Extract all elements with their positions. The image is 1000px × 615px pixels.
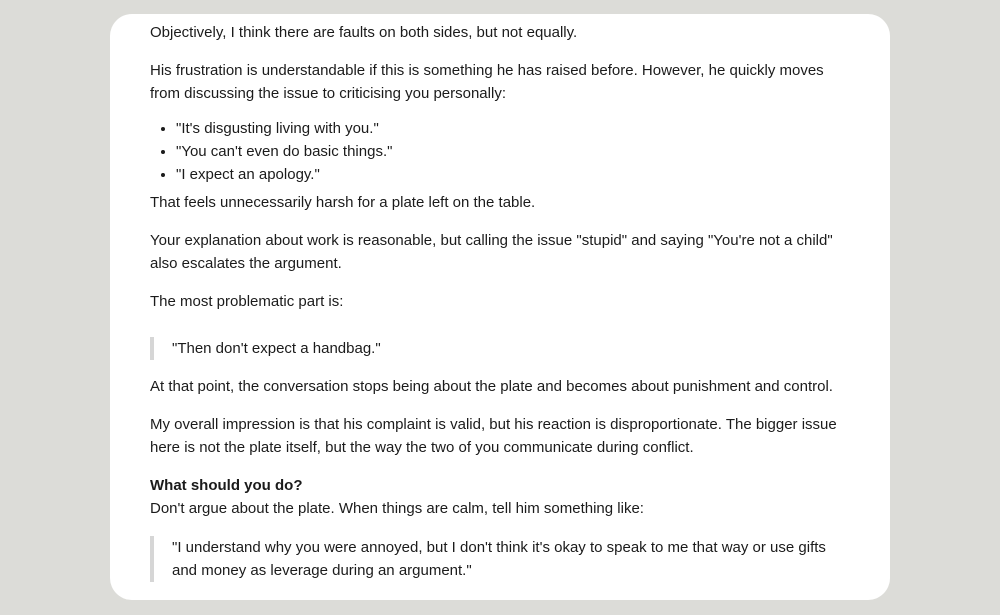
paragraph-frustration: His frustration is understandable if this is something he has raised before. However, he quickly moves from discussing the issue to criticising you personally: <box>150 62 824 102</box>
paragraph-faults: Objectively, I think there are faults on both sides, but not equally. <box>150 24 578 41</box>
blockquote-suggestion <box>150 536 850 582</box>
paragraph-harsh: That feels unnecessarily harsh for a plate left on the table. <box>150 194 536 211</box>
paragraph-advice: Don't argue about the plate. When things are calm, tell him something like: <box>150 500 644 517</box>
list-item: • "I expect an apology." <box>176 163 850 186</box>
blockquote-text: "I understand why you were annoyed, but I don't think it's okay to speak to me that way or use gifts and money as leverage during an argument." <box>172 539 826 579</box>
list-item: • "It's disgusting living with you." <box>176 117 850 140</box>
blockquote-text: "Then don't expect a handbag." <box>172 340 381 357</box>
paragraph-problematic: The most problematic part is: <box>150 293 344 310</box>
chat-message-card <box>110 14 890 600</box>
quote-list <box>150 117 850 186</box>
assistant-message <box>150 21 850 597</box>
paragraph-explanation: Your explanation about work is reasonable, but calling the issue "stupid" and saying "You're not a child" also escalates the argument. <box>150 232 833 272</box>
blockquote-handbag <box>150 337 850 360</box>
paragraph-control: At that point, the conversation stops being about the plate and becomes about punishment and control. <box>150 378 833 395</box>
paragraph-impression: My overall impression is that his complaint is valid, but his reaction is disproportionate. The bigger issue here is not the plate itself, but the way the two of you communicate during conflict. <box>150 416 837 456</box>
section-heading: What should you do? <box>150 477 303 494</box>
list-item: • "You can't even do basic things." <box>176 140 850 163</box>
